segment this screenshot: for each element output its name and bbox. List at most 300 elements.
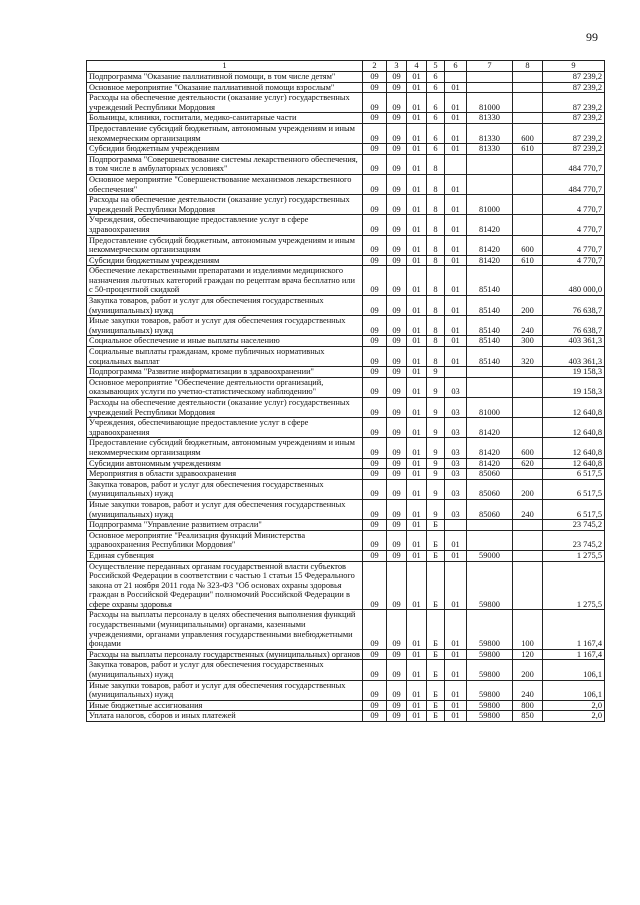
table-row: [87, 72, 605, 83]
row-code-cell: [467, 82, 513, 93]
row-code-cell: 9: [427, 438, 445, 458]
row-code-cell: 09: [387, 255, 407, 266]
row-code-cell: 01: [407, 347, 427, 367]
row-code-cell: 320: [513, 347, 543, 367]
table-row: [87, 700, 605, 711]
row-code-cell: 8: [427, 255, 445, 266]
row-sum-cell: 12 640,8: [543, 418, 605, 438]
table-row: [87, 144, 605, 155]
row-sum-cell: 87 239,2: [543, 93, 605, 113]
row-code-cell: 01: [407, 195, 427, 215]
row-code-cell: 09: [387, 550, 407, 561]
row-code-cell: 09: [387, 113, 407, 124]
row-code-cell: 09: [387, 398, 407, 418]
row-code-cell: 59800: [467, 649, 513, 660]
table-row: [87, 520, 605, 531]
row-sum-cell: 480 000,0: [543, 266, 605, 296]
row-code-cell: [513, 561, 543, 610]
row-code-cell: [467, 174, 513, 194]
row-code-cell: 01: [407, 479, 427, 499]
row-code-cell: 09: [387, 499, 407, 519]
row-sum-cell: 1 167,4: [543, 649, 605, 660]
row-code-cell: 01: [407, 469, 427, 480]
row-sum-cell: 484 770,7: [543, 174, 605, 194]
row-code-cell: [513, 195, 543, 215]
row-sum-cell: 403 361,3: [543, 336, 605, 347]
row-sum-cell: 76 638,7: [543, 316, 605, 336]
row-code-cell: 09: [363, 530, 387, 550]
row-code-cell: 01: [445, 235, 467, 255]
row-code-cell: 01: [445, 347, 467, 367]
row-code-cell: 8: [427, 316, 445, 336]
row-code-cell: 01: [445, 113, 467, 124]
row-code-cell: 09: [363, 336, 387, 347]
row-code-cell: 85060: [467, 479, 513, 499]
table-row: [87, 93, 605, 113]
row-code-cell: 01: [445, 123, 467, 143]
row-code-cell: 01: [445, 174, 467, 194]
row-code-cell: 03: [445, 438, 467, 458]
row-code-cell: [513, 154, 543, 174]
row-code-cell: 100: [513, 610, 543, 649]
row-code-cell: Б: [427, 520, 445, 531]
row-code-cell: 8: [427, 195, 445, 215]
row-code-cell: 81000: [467, 93, 513, 113]
row-code-cell: 6: [427, 123, 445, 143]
row-code-cell: 09: [363, 82, 387, 93]
header-cell: 9: [543, 61, 605, 72]
row-sum-cell: 87 239,2: [543, 113, 605, 124]
table-row: [87, 561, 605, 610]
row-code-cell: 01: [445, 296, 467, 316]
header-cell: 8: [513, 61, 543, 72]
row-code-cell: 09: [363, 610, 387, 649]
row-code-cell: 09: [363, 347, 387, 367]
row-code-cell: 59800: [467, 561, 513, 610]
row-name-cell: Субсидии автономным учреждениям: [87, 458, 363, 469]
row-code-cell: 09: [387, 660, 407, 680]
row-name-cell: Субсидии бюджетным учреждениям: [87, 144, 363, 155]
row-code-cell: 85140: [467, 266, 513, 296]
table-row: [87, 174, 605, 194]
row-code-cell: 09: [387, 336, 407, 347]
row-code-cell: 01: [445, 215, 467, 235]
row-code-cell: 09: [363, 377, 387, 397]
row-code-cell: 09: [363, 316, 387, 336]
row-code-cell: 01: [445, 316, 467, 336]
row-code-cell: 09: [387, 520, 407, 531]
row-sum-cell: 2,0: [543, 711, 605, 722]
row-code-cell: [513, 266, 543, 296]
row-code-cell: 9: [427, 469, 445, 480]
row-code-cell: 01: [407, 144, 427, 155]
row-code-cell: [467, 520, 513, 531]
row-sum-cell: 87 239,2: [543, 72, 605, 83]
row-code-cell: 59800: [467, 711, 513, 722]
row-code-cell: 01: [407, 113, 427, 124]
row-code-cell: Б: [427, 610, 445, 649]
row-code-cell: 9: [427, 398, 445, 418]
row-code-cell: 8: [427, 336, 445, 347]
row-code-cell: 81420: [467, 255, 513, 266]
table-row: [87, 660, 605, 680]
row-sum-cell: 6 517,5: [543, 469, 605, 480]
row-code-cell: 09: [387, 438, 407, 458]
table-row: [87, 479, 605, 499]
row-code-cell: 09: [363, 296, 387, 316]
row-code-cell: 09: [363, 113, 387, 124]
row-code-cell: [513, 550, 543, 561]
row-code-cell: 09: [363, 479, 387, 499]
row-code-cell: 850: [513, 711, 543, 722]
table-row: [87, 235, 605, 255]
table-header-row: [87, 61, 605, 72]
row-code-cell: [513, 93, 543, 113]
row-name-cell: Основное мероприятие "Совершенствование механизмов лекарственного обеспечения": [87, 174, 363, 194]
row-code-cell: 09: [363, 93, 387, 113]
row-code-cell: 03: [445, 398, 467, 418]
row-code-cell: [513, 398, 543, 418]
row-code-cell: 9: [427, 418, 445, 438]
row-code-cell: 09: [387, 610, 407, 649]
table-row: [87, 680, 605, 700]
row-name-cell: Предоставление субсидий бюджетным, автономным учреждениям и иным некоммерческим организациям: [87, 438, 363, 458]
row-name-cell: Социальные выплаты гражданам, кроме публичных нормативных социальных выплат: [87, 347, 363, 367]
row-sum-cell: 106,1: [543, 660, 605, 680]
row-name-cell: Больницы, клиники, госпитали, медико-санитарные части: [87, 113, 363, 124]
row-code-cell: 01: [407, 550, 427, 561]
row-code-cell: 09: [387, 235, 407, 255]
row-code-cell: 03: [445, 377, 467, 397]
row-code-cell: 8: [427, 215, 445, 235]
row-code-cell: Б: [427, 660, 445, 680]
row-code-cell: 01: [407, 649, 427, 660]
row-code-cell: 01: [407, 610, 427, 649]
row-sum-cell: 403 361,3: [543, 347, 605, 367]
row-code-cell: 01: [407, 438, 427, 458]
row-code-cell: Б: [427, 550, 445, 561]
row-code-cell: [513, 72, 543, 83]
row-code-cell: 81330: [467, 113, 513, 124]
row-code-cell: 01: [407, 336, 427, 347]
row-name-cell: Основное мероприятие "Обеспечение деятельности организаций, оказывающих услуги по учетно-статистическому наблюдению": [87, 377, 363, 397]
row-code-cell: 09: [387, 469, 407, 480]
table-row: [87, 215, 605, 235]
row-code-cell: 01: [445, 530, 467, 550]
row-sum-cell: 484 770,7: [543, 154, 605, 174]
row-code-cell: 09: [387, 72, 407, 83]
row-code-cell: 01: [445, 680, 467, 700]
table-row: [87, 113, 605, 124]
row-code-cell: 09: [363, 72, 387, 83]
row-sum-cell: 4 770,7: [543, 215, 605, 235]
row-sum-cell: 1 167,4: [543, 610, 605, 649]
row-code-cell: 09: [363, 235, 387, 255]
row-code-cell: 01: [407, 316, 427, 336]
row-code-cell: 59800: [467, 610, 513, 649]
row-name-cell: Основное мероприятие "Реализация функций Министерства здравоохранения Республики Мордовия": [87, 530, 363, 550]
table-row: [87, 469, 605, 480]
table-row: [87, 499, 605, 519]
row-code-cell: 300: [513, 336, 543, 347]
row-code-cell: 09: [387, 561, 407, 610]
header-cell: 6: [445, 61, 467, 72]
row-sum-cell: 23 745,2: [543, 530, 605, 550]
row-sum-cell: 12 640,8: [543, 398, 605, 418]
row-code-cell: 09: [363, 550, 387, 561]
header-cell: 1: [87, 61, 363, 72]
row-name-cell: Уплата налогов, сборов и иных платежей: [87, 711, 363, 722]
row-code-cell: Б: [427, 561, 445, 610]
row-code-cell: 01: [407, 174, 427, 194]
table-row: [87, 367, 605, 378]
row-sum-cell: 87 239,2: [543, 123, 605, 143]
row-code-cell: 610: [513, 144, 543, 155]
row-code-cell: 59800: [467, 680, 513, 700]
table-row: [87, 255, 605, 266]
row-code-cell: 09: [363, 458, 387, 469]
row-sum-cell: 4 770,7: [543, 235, 605, 255]
row-code-cell: [513, 520, 543, 531]
row-code-cell: Б: [427, 680, 445, 700]
row-code-cell: 01: [407, 255, 427, 266]
row-code-cell: 200: [513, 660, 543, 680]
row-code-cell: 09: [387, 144, 407, 155]
row-code-cell: [445, 154, 467, 174]
row-code-cell: [513, 367, 543, 378]
row-code-cell: 01: [407, 680, 427, 700]
table-row: [87, 550, 605, 561]
row-code-cell: 01: [407, 93, 427, 113]
row-name-cell: Подпрограмма "Развитие информатизации в здравоохранении": [87, 367, 363, 378]
row-code-cell: 09: [363, 154, 387, 174]
row-name-cell: Расходы на обеспечение деятельности (оказание услуг) государственных учреждений Республики Мордовия: [87, 398, 363, 418]
row-name-cell: Учреждения, обеспечивающие предоставление услуг в сфере здравоохранения: [87, 215, 363, 235]
row-code-cell: 01: [407, 711, 427, 722]
row-code-cell: [513, 469, 543, 480]
row-sum-cell: 12 640,8: [543, 458, 605, 469]
row-code-cell: 09: [387, 296, 407, 316]
table-row: [87, 418, 605, 438]
row-name-cell: Осуществление переданных органам государственной власти субъектов Российской Федерации в соответствии с частью 1 статьи 15 Федерального закона от 21 ноября 2011 года № 323-ФЗ "Об основах охраны здоровья граждан в Российской Федерации" полномочий Российской Федерации в сфере охраны здоровья: [87, 561, 363, 610]
row-code-cell: 600: [513, 235, 543, 255]
row-code-cell: 01: [445, 82, 467, 93]
row-name-cell: Единая субвенция: [87, 550, 363, 561]
table-row: [87, 530, 605, 550]
budget-table: [86, 60, 605, 722]
row-code-cell: 01: [407, 398, 427, 418]
table-row: [87, 649, 605, 660]
row-code-cell: 09: [363, 418, 387, 438]
row-code-cell: 85060: [467, 469, 513, 480]
row-code-cell: 81000: [467, 195, 513, 215]
row-code-cell: 09: [363, 195, 387, 215]
row-code-cell: [513, 530, 543, 550]
row-code-cell: 09: [363, 438, 387, 458]
row-code-cell: 8: [427, 174, 445, 194]
row-name-cell: Расходы на выплаты персоналу государственных (муниципальных) органов: [87, 649, 363, 660]
row-code-cell: 01: [445, 266, 467, 296]
row-code-cell: 800: [513, 700, 543, 711]
row-code-cell: 01: [407, 367, 427, 378]
row-code-cell: 8: [427, 154, 445, 174]
row-code-cell: 8: [427, 266, 445, 296]
row-name-cell: Субсидии бюджетным учреждениям: [87, 255, 363, 266]
table-row: [87, 296, 605, 316]
row-sum-cell: 4 770,7: [543, 255, 605, 266]
row-code-cell: [513, 82, 543, 93]
row-code-cell: 6: [427, 144, 445, 155]
row-code-cell: 01: [445, 336, 467, 347]
row-code-cell: 09: [363, 398, 387, 418]
row-code-cell: Б: [427, 530, 445, 550]
row-code-cell: 81420: [467, 458, 513, 469]
row-sum-cell: 76 638,7: [543, 296, 605, 316]
row-code-cell: 6: [427, 82, 445, 93]
row-code-cell: 01: [445, 700, 467, 711]
row-code-cell: 09: [387, 649, 407, 660]
row-name-cell: Иные закупки товаров, работ и услуг для обеспечения государственных (муниципальных) нужд: [87, 499, 363, 519]
row-code-cell: Б: [427, 700, 445, 711]
row-code-cell: 01: [407, 377, 427, 397]
table-row: [87, 610, 605, 649]
table-row: [87, 123, 605, 143]
row-code-cell: 600: [513, 123, 543, 143]
row-code-cell: 09: [363, 144, 387, 155]
table-row: [87, 377, 605, 397]
page-number: 99: [586, 30, 598, 44]
row-sum-cell: 23 745,2: [543, 520, 605, 531]
row-code-cell: 09: [387, 123, 407, 143]
row-code-cell: 59800: [467, 700, 513, 711]
row-code-cell: 09: [387, 367, 407, 378]
row-name-cell: Учреждения, обеспечивающие предоставление услуг в сфере здравоохранения: [87, 418, 363, 438]
row-name-cell: Иные закупки товаров, работ и услуг для обеспечения государственных (муниципальных) нужд: [87, 316, 363, 336]
row-code-cell: 09: [363, 174, 387, 194]
row-code-cell: 85060: [467, 499, 513, 519]
row-name-cell: Расходы на обеспечение деятельности (оказание услуг) государственных учреждений Республики Мордовия: [87, 93, 363, 113]
row-code-cell: 01: [445, 255, 467, 266]
row-code-cell: [513, 377, 543, 397]
row-code-cell: [513, 418, 543, 438]
row-code-cell: 09: [387, 266, 407, 296]
row-name-cell: Расходы на обеспечение деятельности (оказание услуг) государственных учреждений Республики Мордовия: [87, 195, 363, 215]
row-code-cell: [467, 72, 513, 83]
row-code-cell: [467, 530, 513, 550]
row-code-cell: 85140: [467, 296, 513, 316]
row-code-cell: 610: [513, 255, 543, 266]
row-name-cell: Социальное обеспечение и иные выплаты населению: [87, 336, 363, 347]
table-row: [87, 438, 605, 458]
row-code-cell: [445, 72, 467, 83]
row-code-cell: 01: [407, 266, 427, 296]
row-code-cell: 09: [387, 174, 407, 194]
header-cell: 3: [387, 61, 407, 72]
row-code-cell: 03: [445, 479, 467, 499]
row-code-cell: 01: [407, 520, 427, 531]
row-code-cell: 8: [427, 235, 445, 255]
row-code-cell: 200: [513, 296, 543, 316]
row-code-cell: 240: [513, 499, 543, 519]
row-name-cell: Основное мероприятие "Оказание паллиативной помощи взрослым": [87, 82, 363, 93]
row-sum-cell: 19 158,3: [543, 377, 605, 397]
row-sum-cell: 6 517,5: [543, 499, 605, 519]
row-code-cell: [467, 367, 513, 378]
row-code-cell: 600: [513, 438, 543, 458]
row-code-cell: 01: [445, 660, 467, 680]
header-cell: 5: [427, 61, 445, 72]
row-sum-cell: 87 239,2: [543, 82, 605, 93]
row-code-cell: 09: [387, 530, 407, 550]
row-code-cell: [467, 377, 513, 397]
row-code-cell: 09: [363, 660, 387, 680]
row-code-cell: 9: [427, 367, 445, 378]
row-code-cell: 09: [363, 680, 387, 700]
row-code-cell: 09: [387, 93, 407, 113]
row-code-cell: 59000: [467, 550, 513, 561]
row-code-cell: 09: [363, 255, 387, 266]
row-code-cell: 09: [363, 469, 387, 480]
row-code-cell: 03: [445, 418, 467, 438]
row-code-cell: Б: [427, 711, 445, 722]
row-code-cell: 85140: [467, 336, 513, 347]
row-code-cell: 01: [445, 144, 467, 155]
row-code-cell: 81330: [467, 123, 513, 143]
table-row: [87, 711, 605, 722]
table-row: [87, 195, 605, 215]
row-code-cell: 240: [513, 680, 543, 700]
row-name-cell: Подпрограмма "Совершенствование системы лекарственного обеспечения, в том числе в амбулаторных условиях": [87, 154, 363, 174]
row-code-cell: 01: [407, 123, 427, 143]
row-code-cell: 120: [513, 649, 543, 660]
row-code-cell: 09: [363, 561, 387, 610]
row-code-cell: 01: [407, 235, 427, 255]
row-name-cell: Предоставление субсидий бюджетным, автономным учреждениям и иным некоммерческим организациям: [87, 123, 363, 143]
header-cell: 4: [407, 61, 427, 72]
row-code-cell: 81420: [467, 235, 513, 255]
row-code-cell: [467, 154, 513, 174]
row-name-cell: Предоставление субсидий бюджетным, автономным учреждениям и иным некоммерческим организациям: [87, 235, 363, 255]
row-code-cell: 01: [407, 561, 427, 610]
row-code-cell: 09: [387, 215, 407, 235]
table-row: [87, 458, 605, 469]
row-code-cell: 01: [407, 82, 427, 93]
row-code-cell: 01: [445, 610, 467, 649]
row-code-cell: 240: [513, 316, 543, 336]
row-code-cell: 01: [445, 711, 467, 722]
row-code-cell: 01: [407, 296, 427, 316]
row-code-cell: 01: [407, 660, 427, 680]
row-code-cell: [513, 174, 543, 194]
row-code-cell: 03: [445, 499, 467, 519]
row-code-cell: 81420: [467, 418, 513, 438]
table-row: [87, 316, 605, 336]
header-cell: 7: [467, 61, 513, 72]
row-code-cell: 09: [387, 154, 407, 174]
row-sum-cell: 1 275,5: [543, 561, 605, 610]
row-code-cell: 85140: [467, 347, 513, 367]
row-code-cell: 01: [445, 195, 467, 215]
row-code-cell: 01: [407, 418, 427, 438]
row-sum-cell: 106,1: [543, 680, 605, 700]
row-code-cell: 85140: [467, 316, 513, 336]
row-code-cell: 09: [387, 479, 407, 499]
row-sum-cell: 1 275,5: [543, 550, 605, 561]
row-code-cell: 03: [445, 469, 467, 480]
row-code-cell: 81420: [467, 438, 513, 458]
row-code-cell: 01: [445, 550, 467, 561]
row-code-cell: 200: [513, 479, 543, 499]
